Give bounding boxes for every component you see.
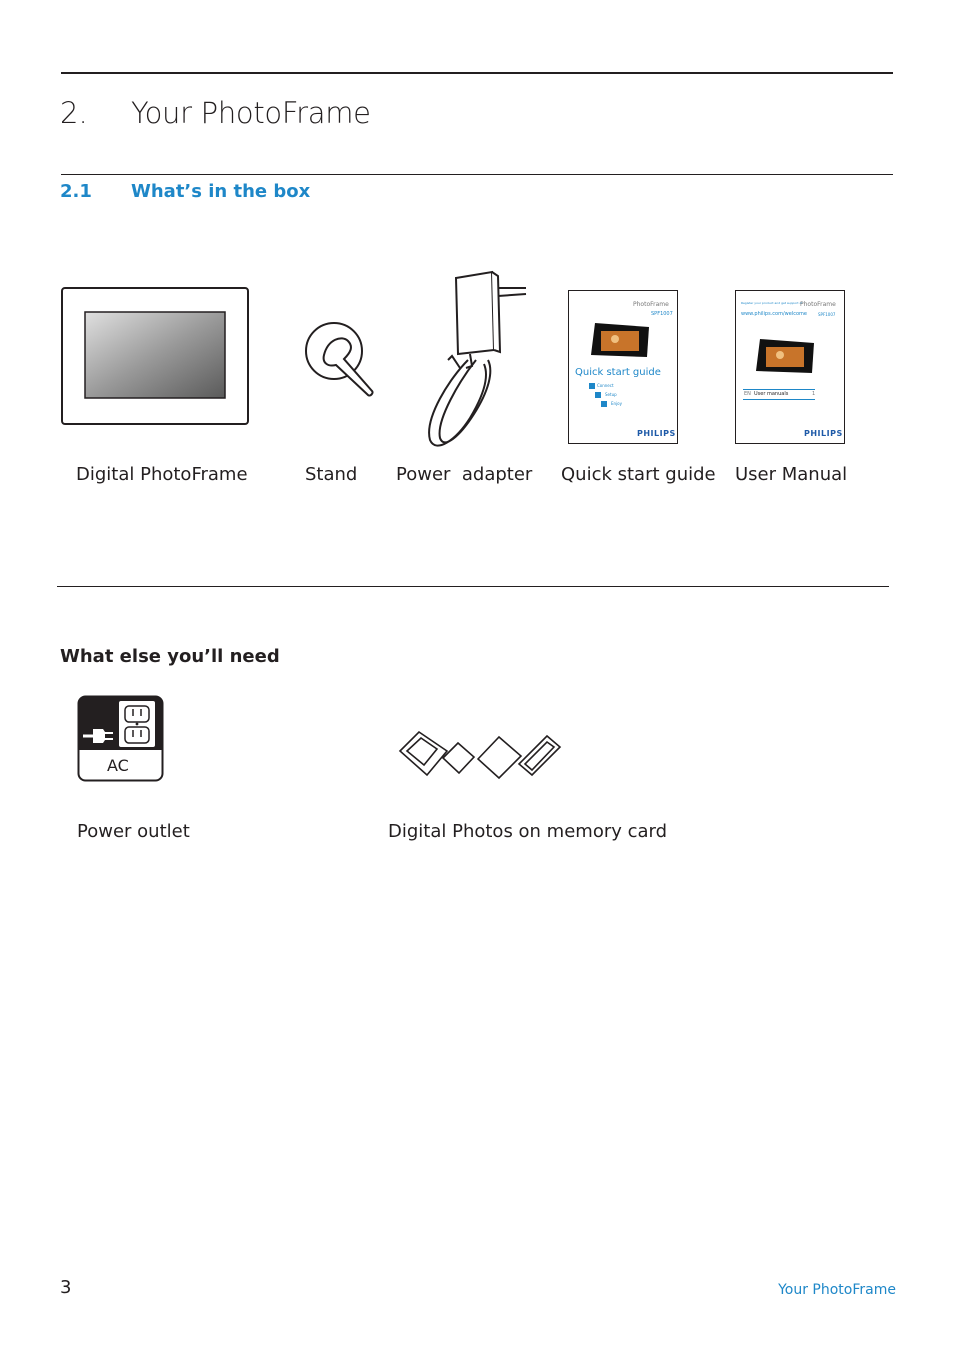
- qsg-model: SPF1007: [651, 311, 673, 317]
- qsg-title: Quick start guide: [575, 367, 661, 378]
- qsg-step-2: Setup: [605, 392, 617, 397]
- section-title: What’s in the box: [131, 181, 311, 202]
- um-title-rule-top: [743, 389, 815, 390]
- divider-rule: [57, 586, 889, 587]
- chapter-title: Your PhotoFrame: [131, 96, 371, 130]
- user-manual-booklet: [735, 290, 845, 444]
- um-frame-picture: [754, 337, 820, 379]
- um-brand: PHILIPS: [804, 429, 843, 438]
- qsg-step-marker-3: [601, 401, 607, 407]
- qsg-brand: PHILIPS: [637, 429, 676, 438]
- section-rule: [61, 174, 893, 175]
- outlet-ac-label: AC: [107, 756, 129, 775]
- um-title-rule-bottom: [743, 399, 815, 400]
- caption-power-adapter: Power adapter: [396, 464, 533, 485]
- memory-cards-icon: [397, 729, 563, 781]
- qsg-step-3: Enjoy: [611, 401, 622, 406]
- um-page: 1: [812, 391, 816, 397]
- quick-start-guide-booklet: [568, 290, 678, 444]
- um-register: Register your product and get support at: [741, 301, 803, 305]
- um-model: SPF1007: [818, 312, 836, 317]
- needs-heading: What else you’ll need: [60, 646, 280, 667]
- caption-photoframe: Digital PhotoFrame: [76, 464, 248, 485]
- qsg-step-marker-2: [595, 392, 601, 398]
- chapter-number: 2.: [60, 96, 88, 130]
- um-product: PhotoFrame: [800, 301, 836, 308]
- page-number: 3: [60, 1277, 72, 1298]
- stand-illustration: [262, 295, 402, 415]
- photoframe-illustration: [60, 286, 252, 427]
- power-adapter-illustration: [420, 268, 532, 452]
- qsg-product: PhotoFrame: [633, 301, 669, 308]
- caption-quick-start-guide: Quick start guide: [561, 464, 716, 485]
- qsg-step-1: Connect: [597, 383, 614, 388]
- caption-power-outlet: Power outlet: [77, 821, 190, 842]
- footer-section-title: Your PhotoFrame: [778, 1282, 896, 1298]
- caption-stand: Stand: [305, 464, 358, 485]
- qsg-step-marker-1: [589, 383, 595, 389]
- um-url: www.philips.com/welcome: [741, 311, 807, 317]
- um-title: User manuals: [754, 391, 789, 397]
- caption-user-manual: User Manual: [735, 464, 848, 485]
- um-language: EN: [744, 391, 751, 397]
- top-rule: [61, 72, 893, 74]
- qsg-frame-picture: [589, 321, 655, 363]
- caption-memory-card: Digital Photos on memory card: [388, 821, 668, 842]
- power-outlet-icon: [77, 695, 164, 782]
- section-number: 2.1: [60, 181, 92, 202]
